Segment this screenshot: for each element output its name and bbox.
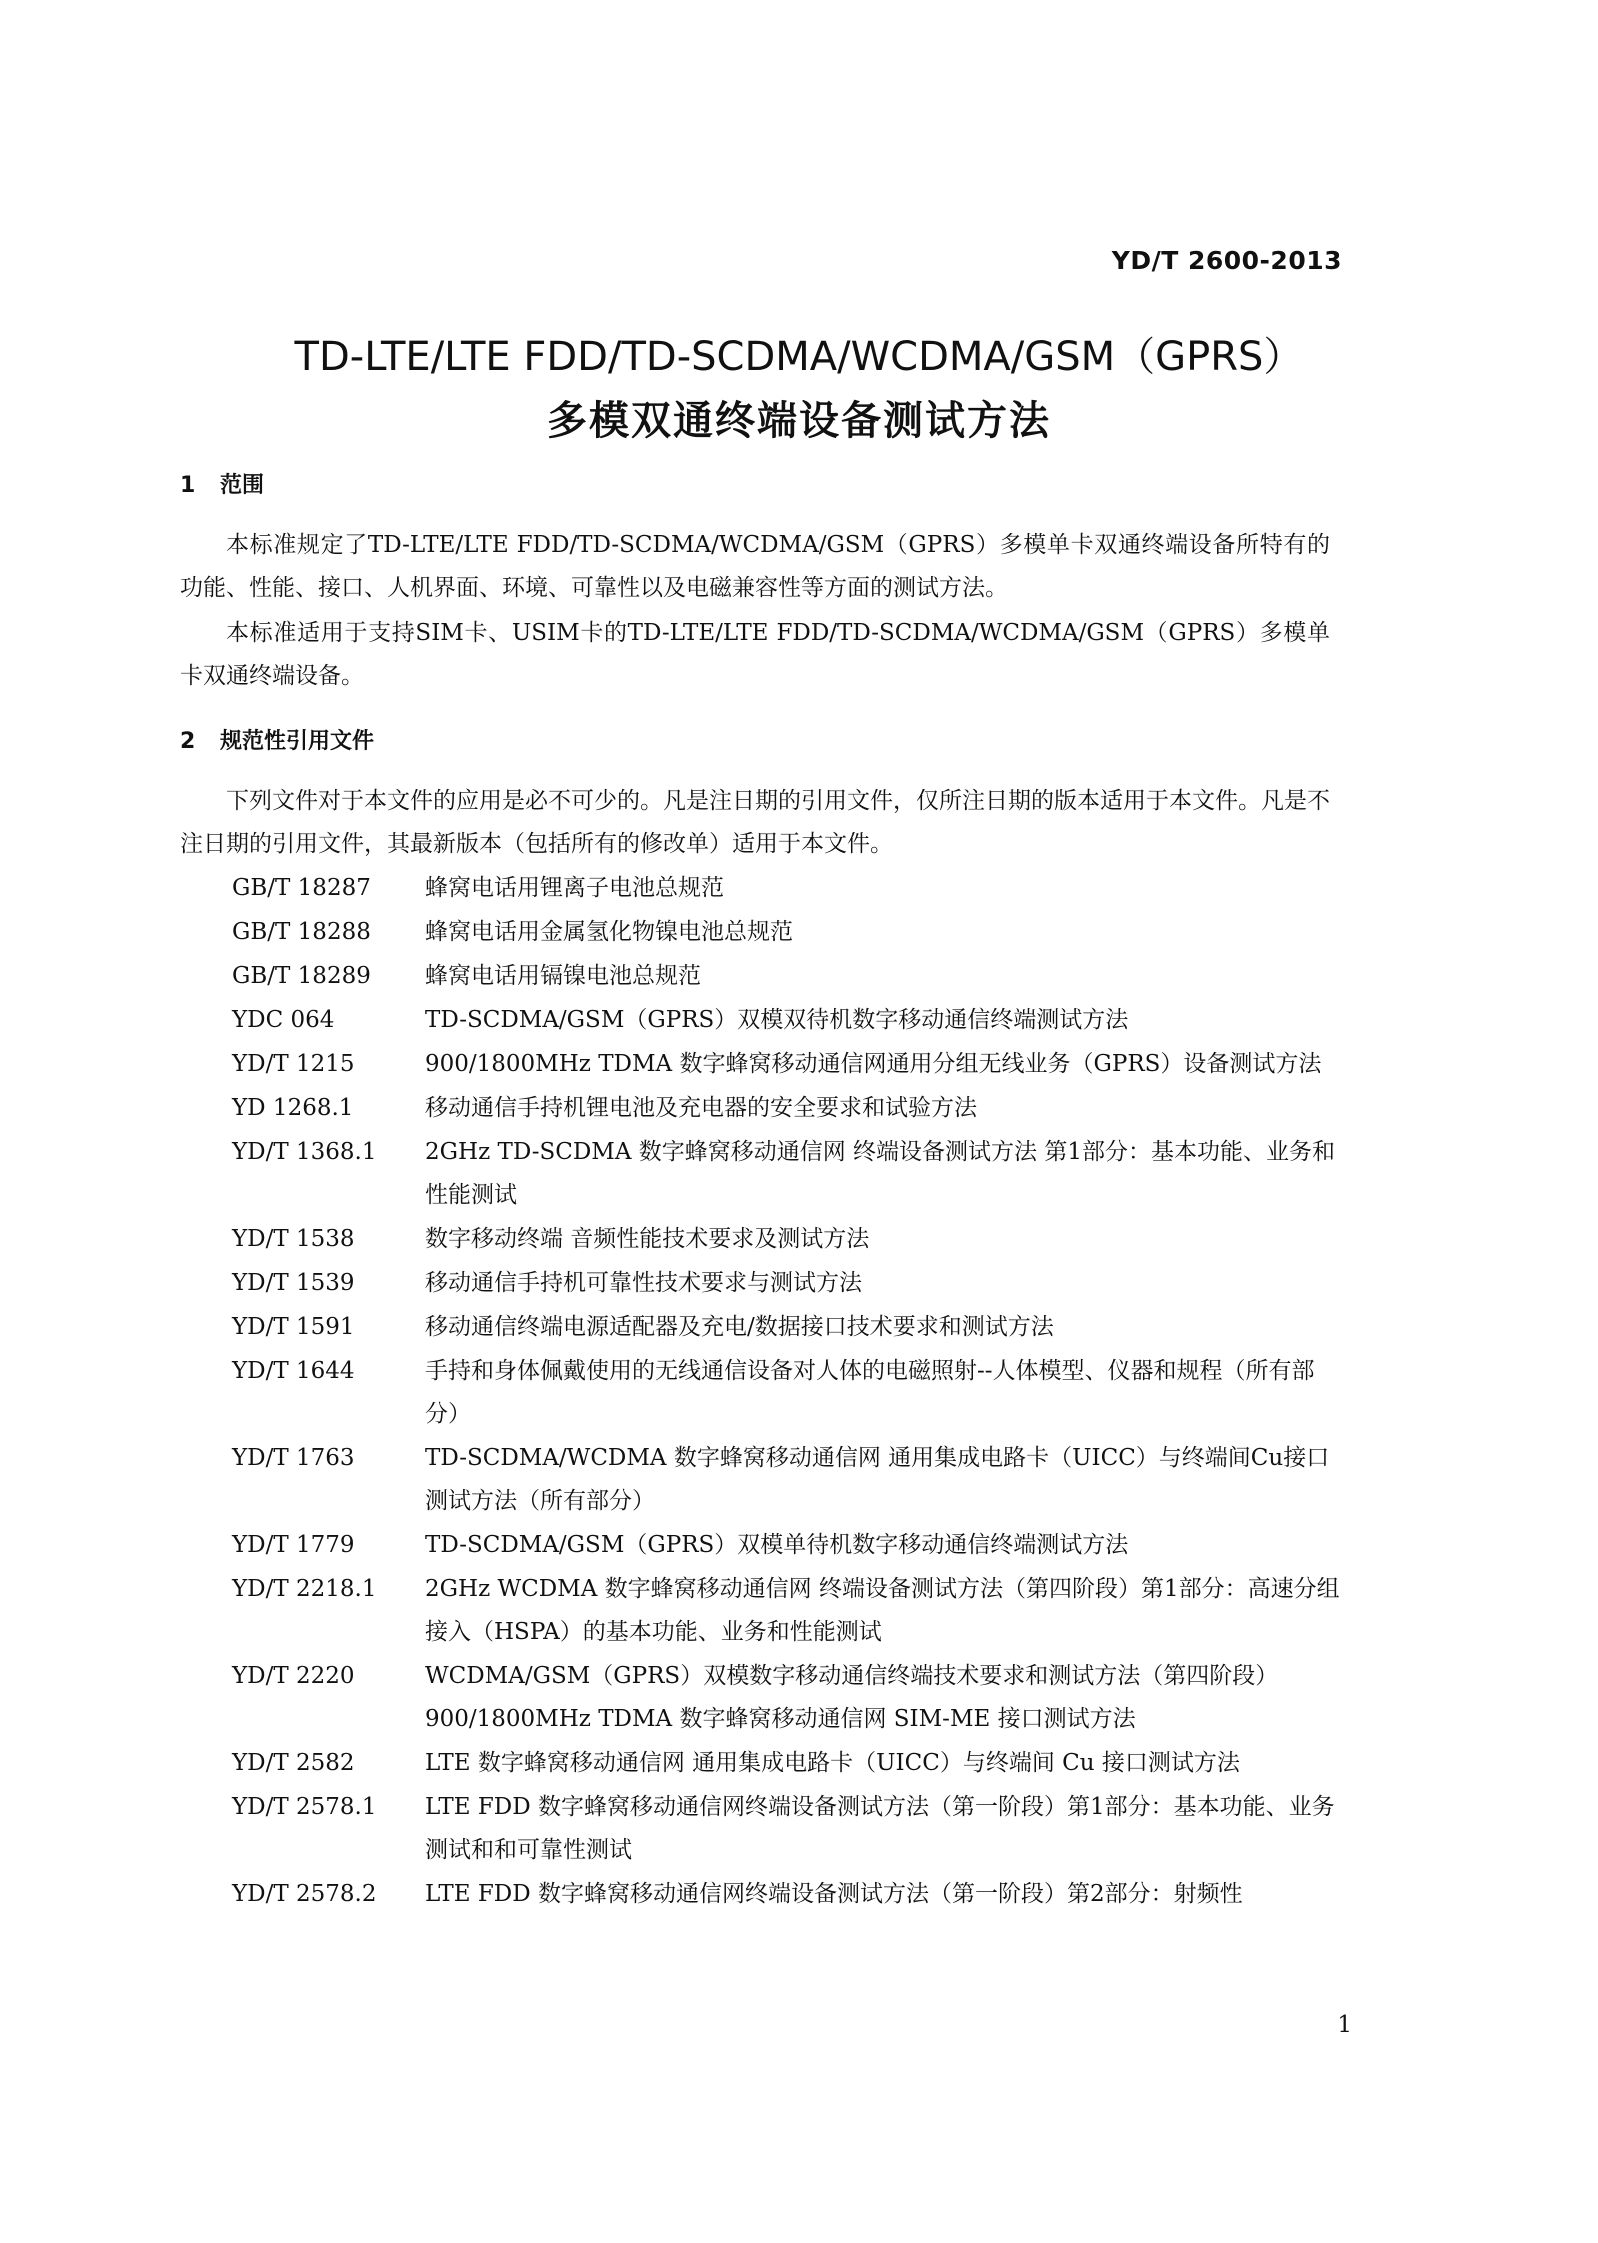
reference-item	[180, 1350, 1340, 1436]
reference-item	[180, 999, 1340, 1042]
reference-name: 移动通信终端电源适配器及充电/数据接口技术要求和测试方法	[425, 1314, 1054, 1340]
reference-item	[180, 1437, 1340, 1523]
reference-item	[180, 1262, 1340, 1305]
reference-name: LTE FDD 数字蜂窝移动通信网终端设备测试方法（第一阶段）第2部分：射频性	[425, 1881, 1243, 1907]
section-title: 规范性引用文件	[220, 729, 375, 754]
reference-code: GB/T 18289	[232, 963, 371, 989]
reference-name: 数字移动终端 音频性能技术要求及测试方法	[425, 1226, 870, 1252]
reference-item	[180, 1131, 1340, 1217]
reference-name: LTE 数字蜂窝移动通信网 通用集成电路卡（UICC）与终端间 Cu 接口测试方法	[425, 1750, 1240, 1776]
reference-code: GB/T 18288	[232, 919, 371, 945]
paragraph: 下列文件对于本文件的应用是必不可少的。凡是注日期的引用文件，仅所注日期的版本适用于本文件。凡是不注日期的引用文件，其最新版本（包括所有的修改单）适用于本文件。	[180, 788, 1330, 857]
reference-code: YD/T 1779	[232, 1532, 355, 1558]
reference-item	[180, 1568, 1340, 1654]
page-number: 1	[1337, 2012, 1352, 2038]
reference-code: YD/T 2218.1	[232, 1576, 377, 1602]
reference-name: WCDMA/GSM（GPRS）双模数字移动通信终端技术要求和测试方法（第四阶段）900/1800MHz TDMA 数字蜂窝移动通信网 SIM-ME 接口测试方法	[425, 1663, 1279, 1732]
reference-code: YD/T 1644	[232, 1358, 355, 1384]
reference-item	[180, 1306, 1340, 1349]
reference-code: YD/T 2578.1	[232, 1794, 377, 1820]
reference-item	[180, 1786, 1340, 1872]
reference-name: LTE FDD 数字蜂窝移动通信网终端设备测试方法（第一阶段）第1部分：基本功能、业务测试和和可靠性测试	[425, 1794, 1335, 1863]
section-heading-2	[180, 724, 374, 755]
reference-item	[180, 1043, 1340, 1086]
reference-code: YDC 064	[232, 1007, 335, 1033]
reference-item	[180, 1742, 1340, 1785]
reference-code: YD/T 1538	[232, 1226, 355, 1252]
section-number: 1	[180, 473, 196, 498]
standard-code: YD/T 2600-2013	[1111, 246, 1342, 275]
reference-name: 手持和身体佩戴使用的无线通信设备对人体的电磁照射--人体模型、仪器和规程（所有部分）	[425, 1358, 1315, 1427]
reference-name: 2GHz WCDMA 数字蜂窝移动通信网 终端设备测试方法（第四阶段）第1部分：高速分组接入（HSPA）的基本功能、业务和性能测试	[425, 1576, 1340, 1645]
reference-code: YD/T 2220	[232, 1663, 355, 1689]
reference-code: YD/T 1763	[232, 1445, 355, 1471]
reference-list	[180, 867, 1340, 1917]
reference-item	[180, 911, 1340, 954]
reference-name: 蜂窝电话用金属氢化物镍电池总规范	[425, 919, 793, 945]
paragraph: 本标准规定了TD-LTE/LTE FDD/TD-SCDMA/WCDMA/GSM（GPRS）多模单卡双通终端设备所特有的功能、性能、接口、人机界面、环境、可靠性以及电磁兼容性等方面的测试方法。	[180, 532, 1330, 601]
reference-name: 蜂窝电话用锂离子电池总规范	[425, 875, 724, 901]
reference-code: YD/T 1591	[232, 1314, 355, 1340]
reference-item	[180, 1524, 1340, 1567]
paragraph: 本标准适用于支持SIM卡、USIM卡的TD-LTE/LTE FDD/TD-SCDMA/WCDMA/GSM（GPRS）多模单卡双通终端设备。	[180, 620, 1330, 689]
reference-code: YD/T 2582	[232, 1750, 355, 1776]
reference-name: 900/1800MHz TDMA 数字蜂窝移动通信网通用分组无线业务（GPRS）设备测试方法	[425, 1051, 1322, 1077]
reference-item	[180, 955, 1340, 998]
section-title: 范围	[220, 473, 265, 498]
section-number: 2	[180, 729, 196, 754]
document-title	[0, 325, 1598, 453]
reference-name: TD-SCDMA/WCDMA 数字蜂窝移动通信网 通用集成电路卡（UICC）与终端间Cu接口测试方法（所有部分）	[425, 1445, 1330, 1514]
title-line-1: TD-LTE/LTE FDD/TD-SCDMA/WCDMA/GSM（GPRS）	[294, 334, 1304, 380]
reference-code: YD 1268.1	[232, 1095, 354, 1121]
reference-code: YD/T 1368.1	[232, 1139, 377, 1165]
reference-code: YD/T 1215	[232, 1051, 355, 1077]
section-heading-1	[180, 468, 264, 499]
reference-item	[180, 867, 1340, 910]
reference-name: TD-SCDMA/GSM（GPRS）双模双待机数字移动通信终端测试方法	[425, 1007, 1129, 1033]
reference-name: 蜂窝电话用镉镍电池总规范	[425, 963, 701, 989]
title-line-2: 多模双通终端设备测试方法	[547, 398, 1051, 444]
reference-item	[180, 1655, 1340, 1741]
reference-code: YD/T 2578.2	[232, 1881, 377, 1907]
reference-name: TD-SCDMA/GSM（GPRS）双模单待机数字移动通信终端测试方法	[425, 1532, 1129, 1558]
reference-name: 移动通信手持机锂电池及充电器的安全要求和试验方法	[425, 1095, 977, 1121]
reference-name: 移动通信手持机可靠性技术要求与测试方法	[425, 1270, 862, 1296]
reference-name: 2GHz TD-SCDMA 数字蜂窝移动通信网 终端设备测试方法 第1部分：基本功能、业务和性能测试	[425, 1139, 1335, 1208]
reference-item	[180, 1087, 1340, 1130]
reference-code: GB/T 18287	[232, 875, 371, 901]
reference-code: YD/T 1539	[232, 1270, 355, 1296]
reference-item	[180, 1873, 1340, 1916]
reference-item	[180, 1218, 1340, 1261]
